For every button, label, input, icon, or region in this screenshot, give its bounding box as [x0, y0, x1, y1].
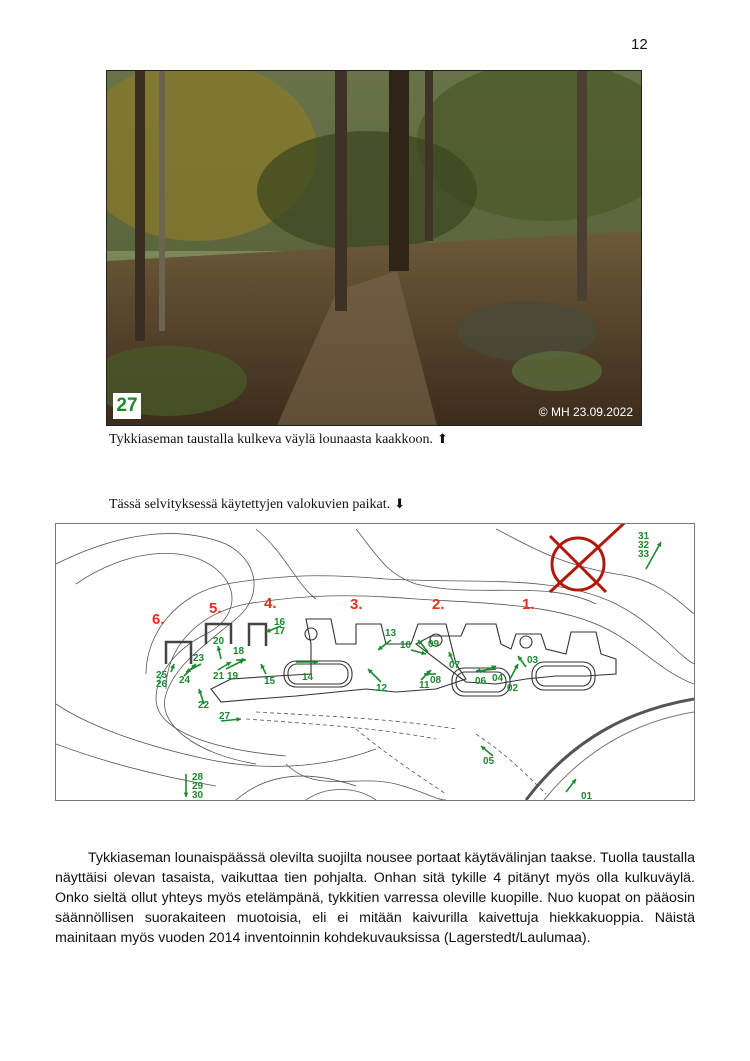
- photo-point-label: 25: [156, 670, 168, 681]
- gun-position-label: 5.: [209, 600, 222, 617]
- road: [526, 699, 694, 800]
- up-arrow-icon: ⬆: [437, 432, 448, 447]
- photo-point-label: 16: [274, 617, 286, 628]
- photo-point-label: 33: [638, 549, 650, 560]
- photo-point-label: 02: [507, 683, 519, 694]
- photo-point-label: 19: [227, 671, 239, 682]
- photo-caption: [109, 432, 448, 448]
- photo-direction-arrow-icon: [217, 646, 222, 659]
- map-caption: [109, 497, 405, 513]
- photo-point-label: 12: [376, 683, 388, 694]
- photo-point-label: 14: [302, 672, 314, 683]
- photo-direction-arrow-icon: [481, 746, 493, 756]
- photo-direction-arrow-icon: [566, 779, 576, 792]
- gun-position-label: 6.: [152, 611, 165, 628]
- gun-emplacements: [211, 619, 616, 702]
- photo-point-label: 18: [233, 646, 245, 657]
- map-caption-text: Tässä selvityksessä käytettyjen valokuvien paikat.: [109, 497, 391, 512]
- photo-direction-arrow-icon: [368, 669, 381, 682]
- photo-direction-arrow-icon: [378, 640, 391, 650]
- photo-number-badge: 27: [113, 393, 141, 419]
- photo-direction-arrow-icon: [510, 664, 518, 679]
- photo-credit: © MH 23.09.2022: [538, 405, 633, 419]
- photo-point-label: 09: [428, 639, 440, 650]
- photo-point-label: 13: [385, 628, 397, 639]
- photo-caption-text: Tykkiaseman taustalla kulkeva väylä lounaasta kaakkoon.: [109, 432, 434, 447]
- photo-direction-arrow-icon: [518, 656, 526, 667]
- photo-point-label: 05: [483, 756, 495, 767]
- photo-point-label: 15: [264, 676, 276, 687]
- photo-point-label: 07: [449, 660, 461, 671]
- photo-point-label: 28: [192, 772, 204, 783]
- photo-point-label: 29: [192, 781, 204, 792]
- photo-point-label: 06: [475, 676, 487, 687]
- photo-direction-arrow-icon: [481, 665, 496, 672]
- photo-direction-arrow-icon: [261, 664, 266, 674]
- photo-direction-arrow-icon: [411, 650, 426, 655]
- gun-position-label: 4.: [264, 595, 277, 612]
- forest-photo-image: [107, 71, 641, 425]
- gun-position-label: 3.: [350, 596, 363, 613]
- photo-point-label: 31: [638, 531, 650, 542]
- body-paragraph: Tykkiaseman lounaispäässä olevilta suojilta nousee portaat käytävälinjan taakse. Tuolla taustalla näyttäisi olevan tasaista, vaikuttaa tien pohjalta. Onhan sitä tykille 4 pitänyt myös olla kulkuväylä. Onko sieltä ollut yhteys myös etelämpänä, tykkitien varressa oleville kuopille. Nuo kuopat on pääosin säännöllisen suorakaiteen muotoisia, eli ei mitään kaivurilla kaivettuja hiekkakuoppia. Näistä mainitaan myös vuoden 2014 inventoinnin kohdekuvauksissa (Lagerstedt/Laulumaa).: [55, 850, 695, 947]
- contour-lines: [56, 529, 694, 800]
- trench-dashed-lines: [246, 712, 546, 794]
- photo-point-label: 01: [581, 791, 593, 800]
- photo-direction-arrow-icon: [218, 662, 231, 670]
- photo-point-label: 11: [419, 680, 430, 691]
- down-arrow-icon: ⬇: [394, 497, 405, 512]
- photo-point-label: 23: [193, 653, 205, 664]
- page-number: 12: [631, 36, 648, 53]
- photo-point-label: 03: [527, 655, 539, 666]
- photo-point-label: 17: [274, 626, 286, 637]
- gun-position-label: 2.: [432, 596, 445, 613]
- site-map: [55, 523, 695, 801]
- photo-point-label: 30: [192, 790, 204, 800]
- photo-point-label: 08: [430, 675, 442, 686]
- photo-point-label: 27: [219, 711, 231, 722]
- photo-point-label: 32: [638, 540, 650, 551]
- photo-point-label: 26: [156, 679, 168, 690]
- gun-position-label: 1.: [522, 596, 535, 613]
- photo-point-label: 22: [198, 700, 210, 711]
- site-map-drawing: [56, 524, 694, 800]
- photo-point-label: 04: [492, 673, 504, 684]
- photo-point-label: 21: [213, 671, 225, 682]
- forest-photo: [106, 70, 642, 426]
- photo-direction-arrow-icon: [184, 774, 189, 797]
- photo-point-label: 10: [400, 640, 412, 651]
- photo-direction-arrow-icon: [170, 664, 174, 672]
- north-compass-icon: [550, 524, 634, 592]
- photo-point-label: 20: [213, 636, 225, 647]
- photo-point-label: 24: [179, 675, 191, 686]
